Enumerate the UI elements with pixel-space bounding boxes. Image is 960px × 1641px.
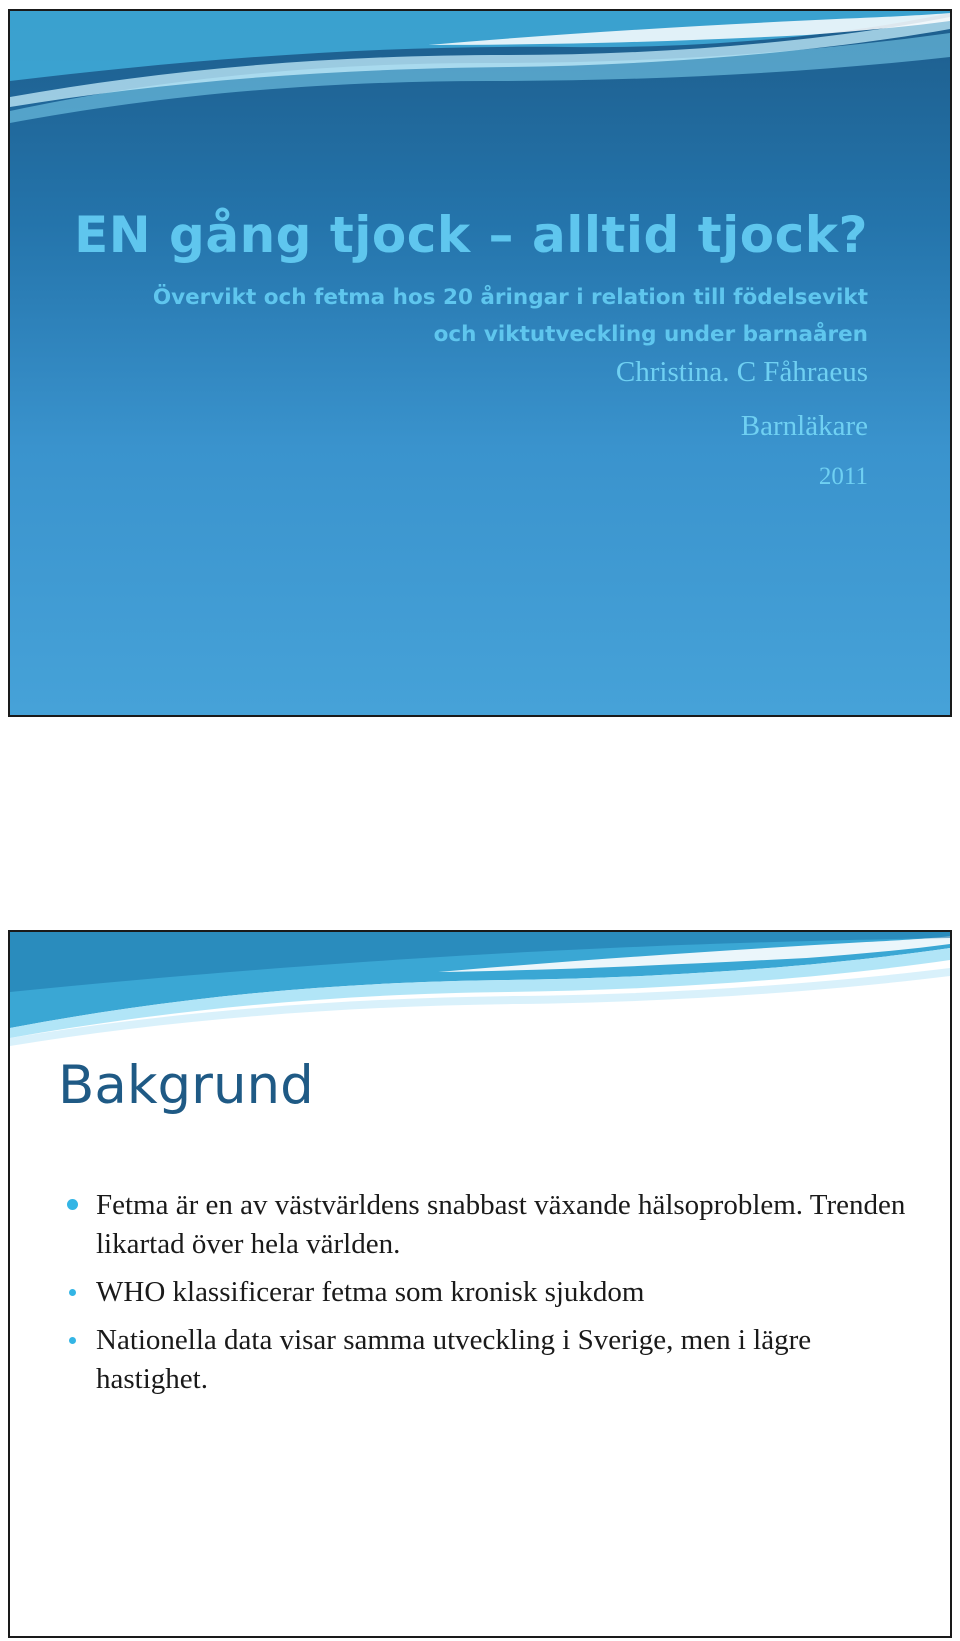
author-role: Barnläkare <box>740 410 868 442</box>
slide-subtitle: Övervikt och fetma hos 20 åringar i relation till födelsevikt och viktutveckling under barnaåren <box>152 285 868 347</box>
content-slide <box>8 930 952 1638</box>
slide-title: EN gång tjock – alltid tjock? <box>74 206 868 264</box>
bullet-list <box>68 1186 928 1408</box>
presentation-year: 2011 <box>818 463 868 490</box>
author-name: Christina. C Fåhraeus <box>615 356 868 388</box>
bullet-icon <box>67 1199 78 1210</box>
bullet-icon <box>69 1289 76 1296</box>
list-item <box>68 1321 928 1399</box>
title-slide <box>8 9 952 717</box>
list-item <box>68 1186 928 1264</box>
bullet-icon <box>69 1337 76 1344</box>
decorative-wave <box>10 932 950 1052</box>
bullet-text: Fetma är en av västvärldens snabbast växande hälsoproblem. Trenden likartad över hela världen. <box>96 1189 906 1260</box>
list-item <box>68 1273 928 1312</box>
bullet-text: Nationella data visar samma utveckling i Sverige, men i lägre hastighet. <box>96 1324 812 1395</box>
bullet-text: WHO klassificerar fetma som kronisk sjukdom <box>96 1276 645 1308</box>
decorative-wave <box>10 11 950 131</box>
slide-heading: Bakgrund <box>58 1055 314 1116</box>
